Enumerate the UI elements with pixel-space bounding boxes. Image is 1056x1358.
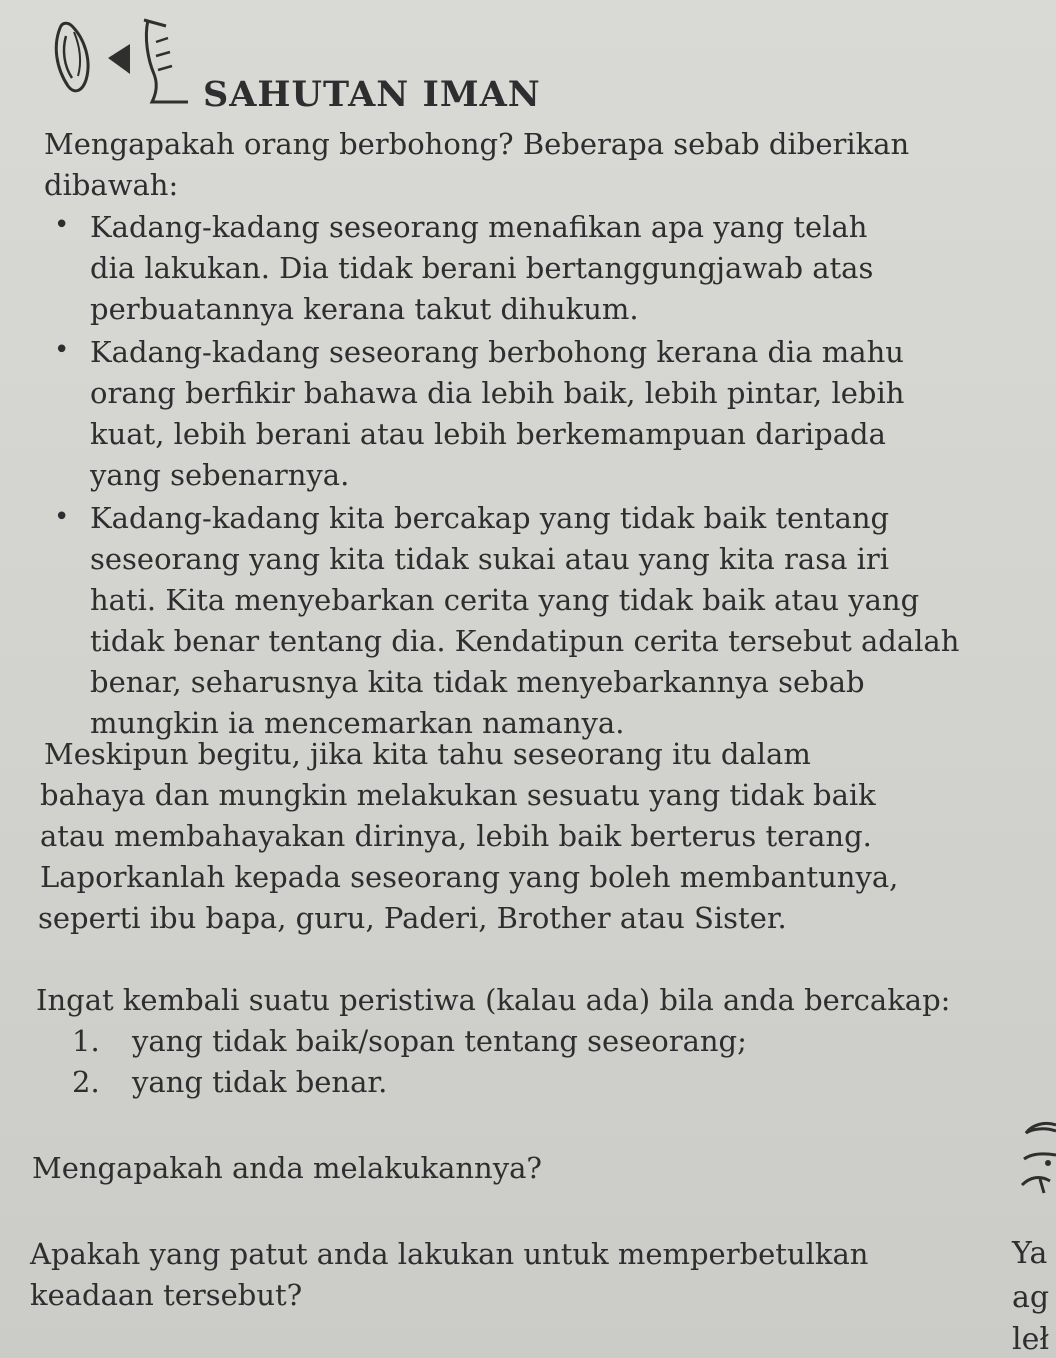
side-text: Ya [1012, 1236, 1048, 1271]
bullet-line: benar, seharusnya kita tidak menyebarkannya sebab [90, 665, 865, 699]
bullet-line: yang sebenarnya. [90, 458, 350, 492]
paragraph-line: bahaya dan mungkin melakukan sesuatu yang tidak baik [40, 778, 876, 812]
bullet-line: perbuatannya kerana takut dihukum. [90, 292, 639, 326]
paragraph-line: Meskipun begitu, jika kita tahu seseorang itu dalam [44, 737, 811, 771]
bullet-line: Kadang-kadang seseorang berbohong kerana dia mahu [90, 335, 904, 369]
bullet-line: mungkin ia mencemarkan namanya. [90, 706, 625, 740]
intro-line: Mengapakah orang berbohong? Beberapa sebab diberikan [44, 127, 910, 161]
side-text: ag [1012, 1280, 1050, 1315]
bullet-line: Kadang-kadang kita bercakap yang tidak baik tentang [90, 501, 890, 535]
section-title: SAHUTAN IMAN [203, 74, 541, 115]
question: keadaan tersebut? [30, 1278, 303, 1312]
list-number: 1. [72, 1024, 100, 1058]
bullet-line: dia lakukan. Dia tidak berani bertanggungjawab atas [90, 251, 874, 285]
bullet-dot-icon: • [54, 502, 70, 532]
question: Mengapakah anda melakukannya? [32, 1151, 542, 1185]
girl-illustration-icon [1010, 1115, 1056, 1195]
intro-line: dibawah: [44, 168, 179, 202]
paragraph-line: atau membahayakan dirinya, lebih baik berterus terang. [40, 819, 872, 853]
bullet-line: kuat, lebih berani atau lebih berkemampuan daripada [90, 417, 886, 451]
question: Apakah yang patut anda lakukan untuk memperbetulkan [30, 1237, 869, 1271]
list-item: yang tidak baik/sopan tentang seseorang; [132, 1024, 747, 1058]
bullet-line: tidak benar tentang dia. Kendatipun cerita tersebut adalah [90, 624, 960, 658]
bullet-line: orang berfikir bahawa dia lebih baik, lebih pintar, lebih [90, 376, 905, 410]
list-item: yang tidak benar. [132, 1065, 388, 1099]
list-number: 2. [72, 1065, 100, 1099]
bullet-line: Kadang-kadang seseorang menafikan apa yang telah [90, 210, 868, 244]
bullet-line: hati. Kita menyebarkan cerita yang tidak baik atau yang [90, 583, 920, 617]
recall-prompt: Ingat kembali suatu peristiwa (kalau ada) bila anda bercakap: [36, 983, 951, 1017]
open-hands-book-icon [48, 16, 198, 108]
bullet-dot-icon: • [54, 210, 70, 240]
paragraph-line: Laporkanlah kepada seseorang yang boleh membantunya, [40, 860, 899, 894]
bullet-dot-icon: • [54, 335, 70, 365]
side-text: leł [1012, 1322, 1050, 1357]
bullet-line: seseorang yang kita tidak sukai atau yang kita rasa iri [90, 542, 890, 576]
paragraph-line: seperti ibu bapa, guru, Paderi, Brother atau Sister. [38, 901, 787, 935]
